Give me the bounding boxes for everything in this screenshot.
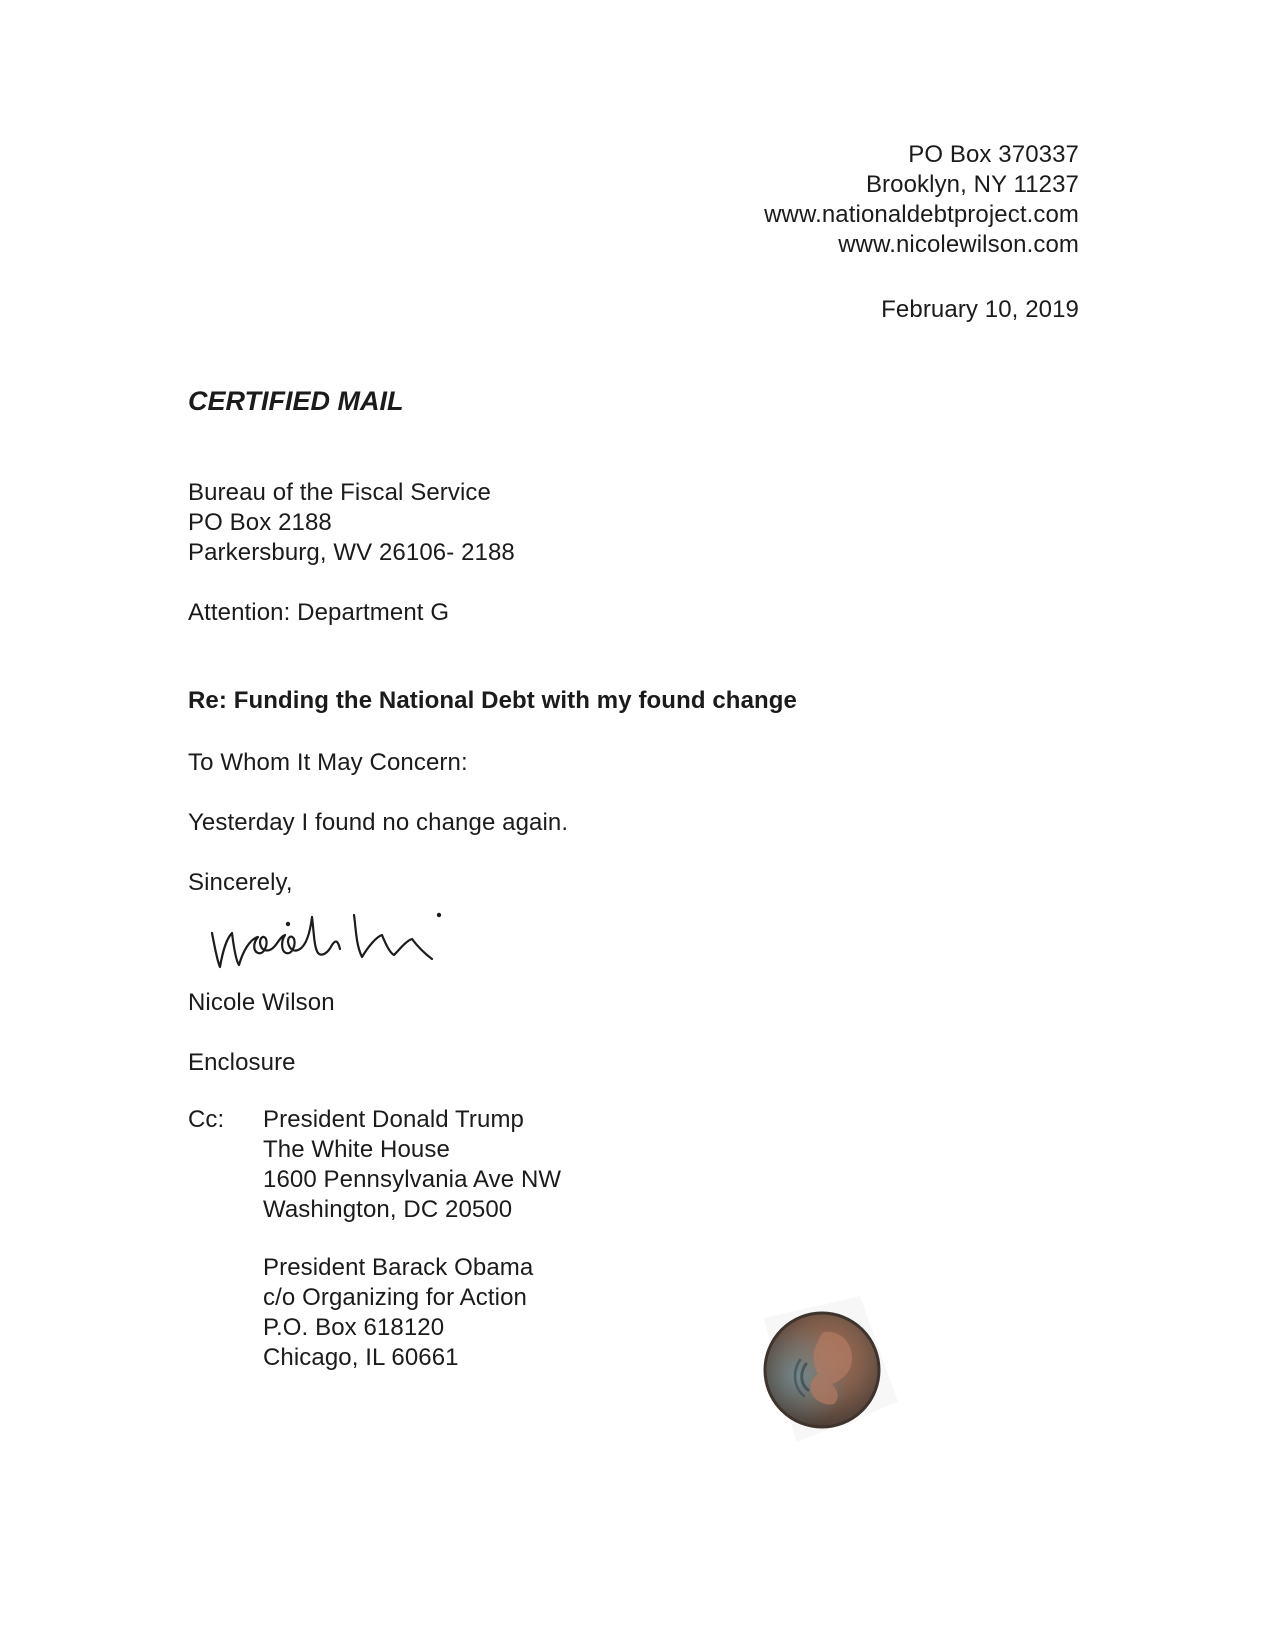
recipient-city: Parkersburg, WV 26106- 2188 xyxy=(188,539,515,566)
attention-line: Attention: Department G xyxy=(188,599,450,626)
recipient-address xyxy=(188,478,515,568)
cc-label: Cc: xyxy=(188,1106,225,1133)
cc-line: President Barack Obama xyxy=(263,1254,534,1281)
salutation: To Whom It May Concern: xyxy=(188,749,468,776)
recipient-name: Bureau of the Fiscal Service xyxy=(188,479,491,506)
sender-website-2: www.nicolewilson.com xyxy=(838,231,1079,258)
sender-address xyxy=(764,140,1079,260)
letter-date: February 10, 2019 xyxy=(881,296,1079,323)
certified-mail-heading: CERTIFIED MAIL xyxy=(188,386,404,416)
sender-po-box: PO Box 370337 xyxy=(908,141,1079,168)
cc-recipient-obama xyxy=(263,1253,533,1373)
cc-line: Chicago, IL 60661 xyxy=(263,1344,459,1371)
letter-body: Yesterday I found no change again. xyxy=(188,809,569,836)
subject-line: Re: Funding the National Debt with my found change xyxy=(188,687,797,714)
sender-city: Brooklyn, NY 11237 xyxy=(865,171,1079,198)
cc-recipient-trump xyxy=(263,1105,561,1225)
sender-website-1: www.nationaldebtproject.com xyxy=(764,201,1079,228)
signer-name: Nicole Wilson xyxy=(188,989,335,1016)
closing: Sincerely, xyxy=(188,869,293,896)
cc-line: P.O. Box 618120 xyxy=(263,1314,445,1341)
cc-line: Washington, DC 20500 xyxy=(263,1196,513,1223)
enclosure-note: Enclosure xyxy=(188,1049,296,1076)
penny-coin-icon xyxy=(742,1290,900,1448)
cc-line: President Donald Trump xyxy=(263,1106,524,1133)
cc-line: 1600 Pennsylvania Ave NW xyxy=(263,1166,562,1193)
cc-line: c/o Organizing for Action xyxy=(263,1284,527,1311)
recipient-po-box: PO Box 2188 xyxy=(188,509,332,536)
signature-icon xyxy=(206,905,476,977)
cc-line: The White House xyxy=(263,1136,450,1163)
